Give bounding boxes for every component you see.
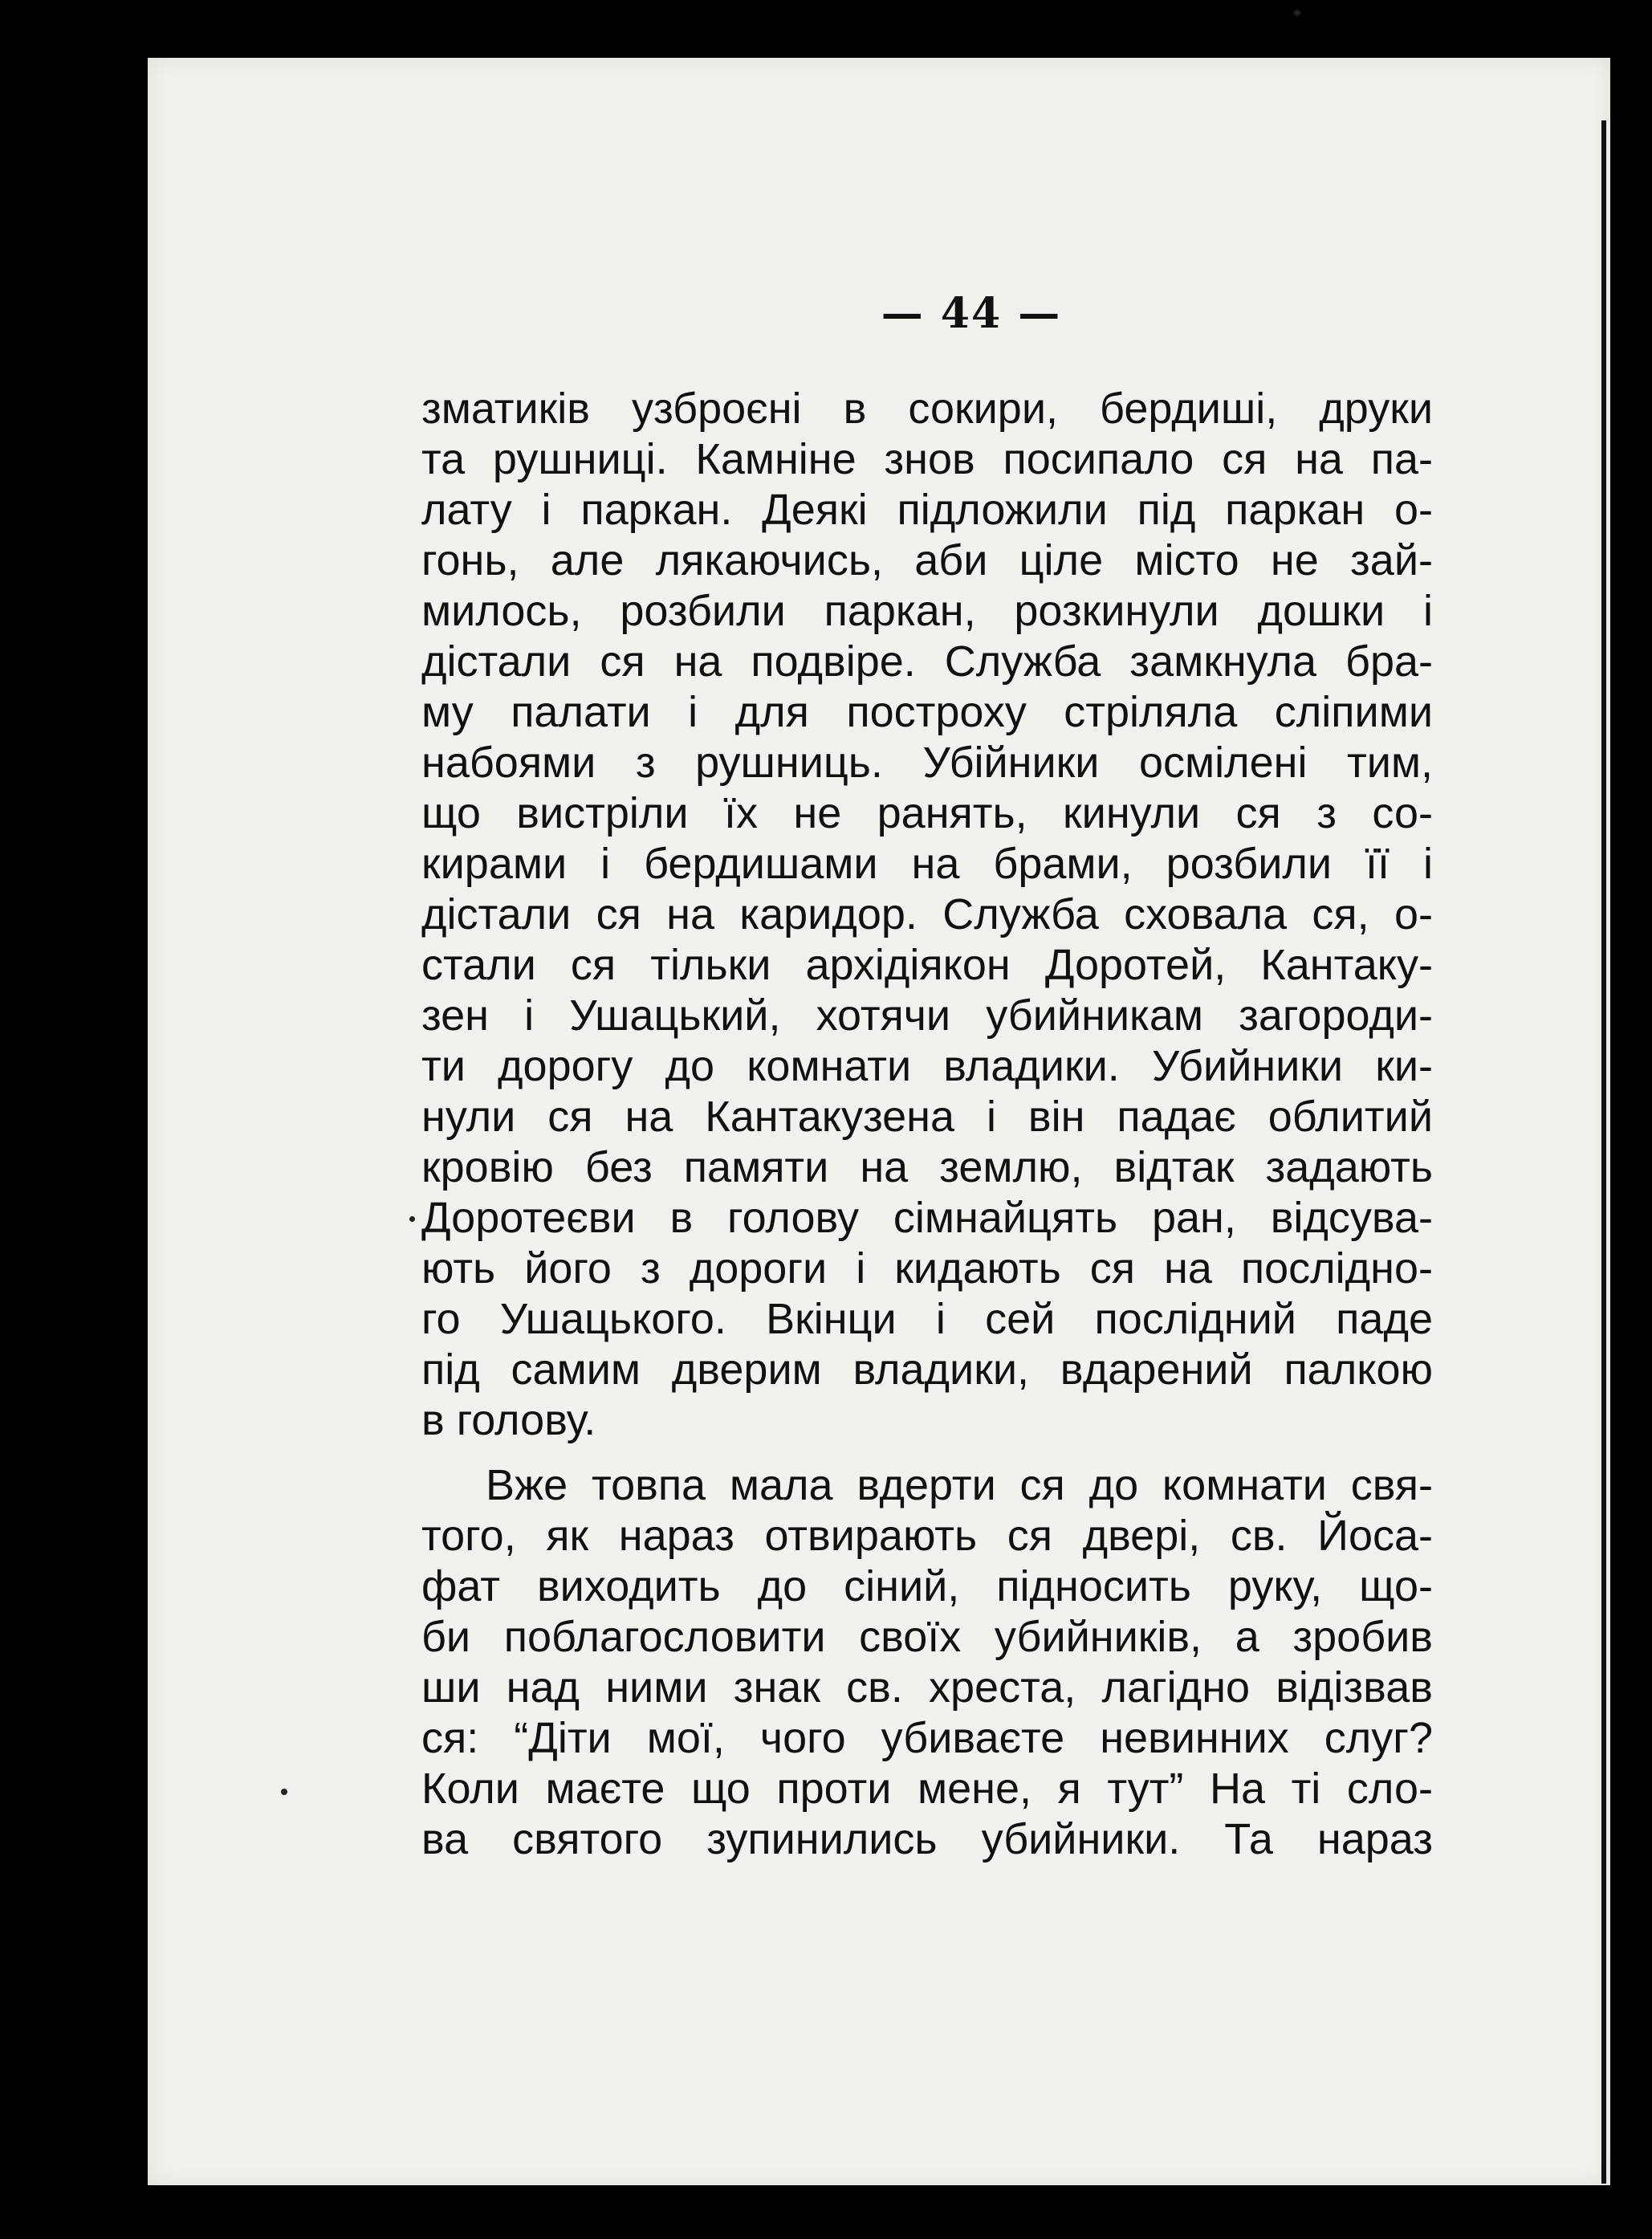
- text-line: набоями з рушниць. Убійники осмілені тим,: [421, 739, 1433, 787]
- dust-speck: [1294, 10, 1300, 16]
- text-line: ши над ними знак св. хреста, лагідно відізвав: [421, 1663, 1433, 1712]
- dust-speck: [281, 1789, 287, 1795]
- text-line: му палати і для построху стріляла сліпими: [421, 688, 1433, 736]
- dust-speck: [409, 1216, 415, 1222]
- text-line: кирами і бердишами на брами, розбили її і: [421, 840, 1433, 888]
- paragraph-1: [421, 384, 1433, 1446]
- text-line: ся: “Діти мої, чого убиваєте невинних слуг?: [421, 1714, 1433, 1762]
- text-line: того, як нараз отвирають ся двері, св. Йоса-: [421, 1512, 1433, 1560]
- text-line: фат виходить до сіний, підносить руку, що-: [421, 1562, 1433, 1610]
- text-line: Вже товпа мала вдерти ся до комнати свя-: [486, 1461, 1433, 1509]
- text-line: зматиків узброєні в сокири, бердиші, друки: [421, 385, 1433, 433]
- text-line: під самим дверим владики, вдарений палкою: [421, 1345, 1433, 1394]
- text-line: нули ся на Кантакузена і він падає облитий: [421, 1093, 1433, 1141]
- text-line: ють його з дороги і кидають ся на послідно-: [421, 1244, 1433, 1293]
- text-line: ва святого зупинились убийники. Та нараз: [421, 1815, 1433, 1863]
- text-line: та рушниці. Камніне знов посипало ся на па-: [421, 435, 1433, 483]
- paragraph-gap: [421, 1446, 1433, 1460]
- text-line: зен і Ушацький, хотячи убийникам загороди-: [421, 991, 1433, 1040]
- paragraph-2: [421, 1460, 1433, 1865]
- text-line: би поблагословити своїх убийників, а зробив: [421, 1613, 1433, 1661]
- page-edge-shadow: [1601, 120, 1606, 2184]
- text-line: Доротеєви в голову сімнайцять ран, відсува-: [421, 1194, 1433, 1242]
- text-line: милось, розбили паркан, розкинули дошки і: [421, 587, 1433, 635]
- text-line: в голову.: [421, 1396, 596, 1444]
- text-line: стали ся тільки архідіякон Доротей, Кантаку-: [421, 941, 1433, 989]
- body-text: [421, 384, 1433, 1865]
- page-number: — 44 —: [881, 289, 1062, 338]
- text-line: дістали ся на каридор. Служба сховала ся, о-: [421, 890, 1433, 938]
- text-line: го Ушацького. Вкінци і сей послідний паде: [421, 1295, 1433, 1343]
- text-line: кровію без памяти на землю, відтак задають: [421, 1143, 1433, 1191]
- text-line: ти дорогу до комнати владики. Убийники ки-: [421, 1042, 1433, 1090]
- text-line: Коли маєте що проти мене, я тут” На ті сло-: [421, 1765, 1433, 1813]
- text-line: гонь, але лякаючись, аби ціле місто не зай-: [421, 536, 1433, 584]
- text-line: що вистріли їх не ранять, кинули ся з со-: [421, 789, 1433, 837]
- text-line: лату і паркан. Деякі підложили під паркан о-: [421, 486, 1433, 534]
- text-line: дістали ся на подвіре. Служба замкнула бра-: [421, 637, 1433, 686]
